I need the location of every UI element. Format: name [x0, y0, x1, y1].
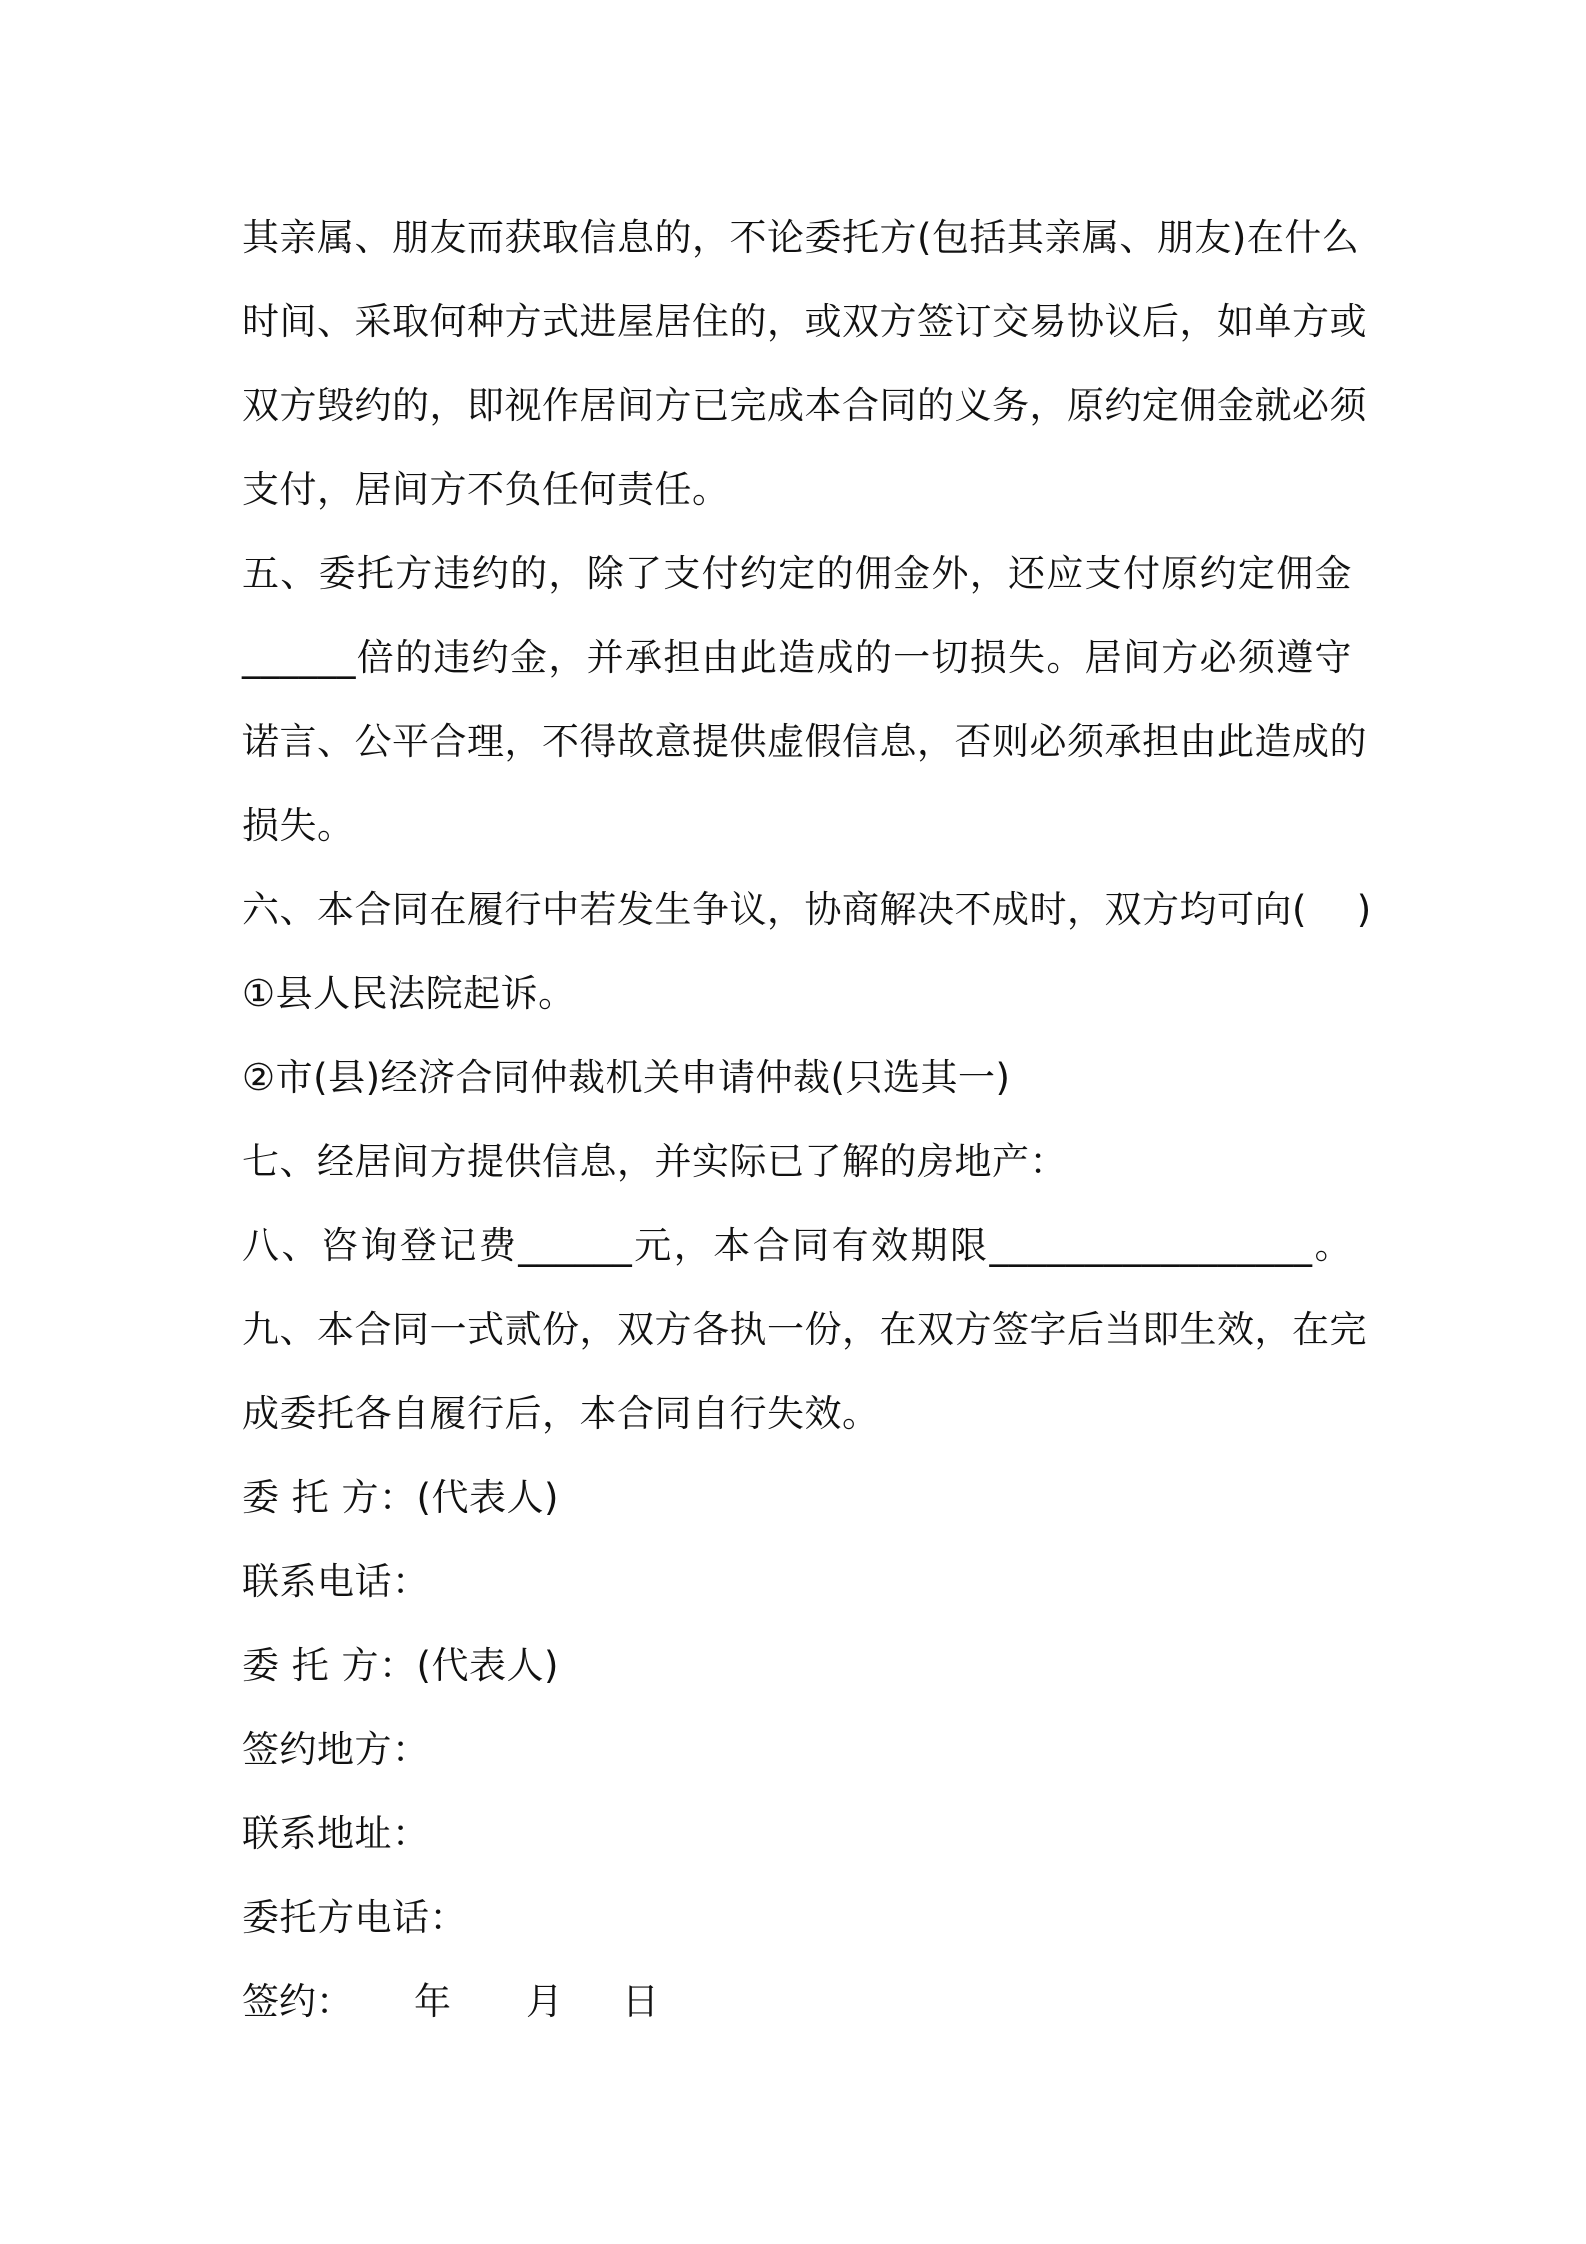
signing-date-label: 签约：	[242, 1980, 353, 2023]
contract-body	[242, 196, 1372, 2044]
principal-party-field-2: 委 托 方：(代表人)	[242, 1644, 559, 1687]
signing-day-label: 日	[622, 1980, 659, 2023]
principal-phone-field: 委托方电话：	[242, 1896, 467, 1939]
clause-5-line-2: ______倍的违约金，并承担由此造成的一切损失。居间方必须遵守	[242, 636, 1352, 679]
clause-6-option-1: ①县人民法院起诉。	[242, 972, 576, 1015]
signing-date-row	[242, 1960, 1352, 2044]
contact-address-field: 联系地址：	[242, 1812, 430, 1855]
clause-5-line-1: 五、委托方违约的，除了支付约定的佣金外，还应支付原约定佣金	[242, 552, 1352, 595]
clause-4-continued-line-1: 其亲属、朋友而获取信息的，不论委托方(包括其亲属、朋友)在什么	[242, 216, 1360, 259]
clause-7: 七、经居间方提供信息，并实际已了解的房地产：	[242, 1140, 1067, 1183]
signing-month-label: 月	[526, 1980, 563, 2023]
clause-4-continued-line-4: 支付，居间方不负任何责任。	[242, 468, 730, 511]
contact-phone-field: 联系电话：	[242, 1560, 430, 1603]
principal-party-field: 委 托 方：(代表人)	[242, 1476, 559, 1519]
clause-8: 八、咨询登记费______元，本合同有效期限_________________。	[242, 1224, 1352, 1267]
clause-4-continued-line-2: 时间、采取何种方式进屋居住的，或双方签订交易协议后，如单方或	[242, 300, 1367, 343]
signing-year-label: 年	[414, 1980, 451, 2023]
clause-5-line-3: 诺言、公平合理，不得故意提供虚假信息，否则必须承担由此造成的	[242, 720, 1367, 763]
clause-9-line-1: 九、本合同一式贰份，双方各执一份，在双方签字后当即生效，在完	[242, 1308, 1367, 1351]
signing-place-field: 签约地方：	[242, 1728, 430, 1771]
clause-6-option-2: ②市(县)经济合同仲裁机关申请仲裁(只选其一)	[242, 1056, 1011, 1099]
clause-5-line-4: 损失。	[242, 804, 355, 847]
clause-6-line-1: 六、本合同在履行中若发生争议，协商解决不成时，双方均可向( )	[242, 888, 1372, 931]
clause-4-continued-line-3: 双方毁约的，即视作居间方已完成本合同的义务，原约定佣金就必须	[242, 384, 1367, 427]
clause-9-line-2: 成委托各自履行后，本合同自行失效。	[242, 1392, 880, 1435]
